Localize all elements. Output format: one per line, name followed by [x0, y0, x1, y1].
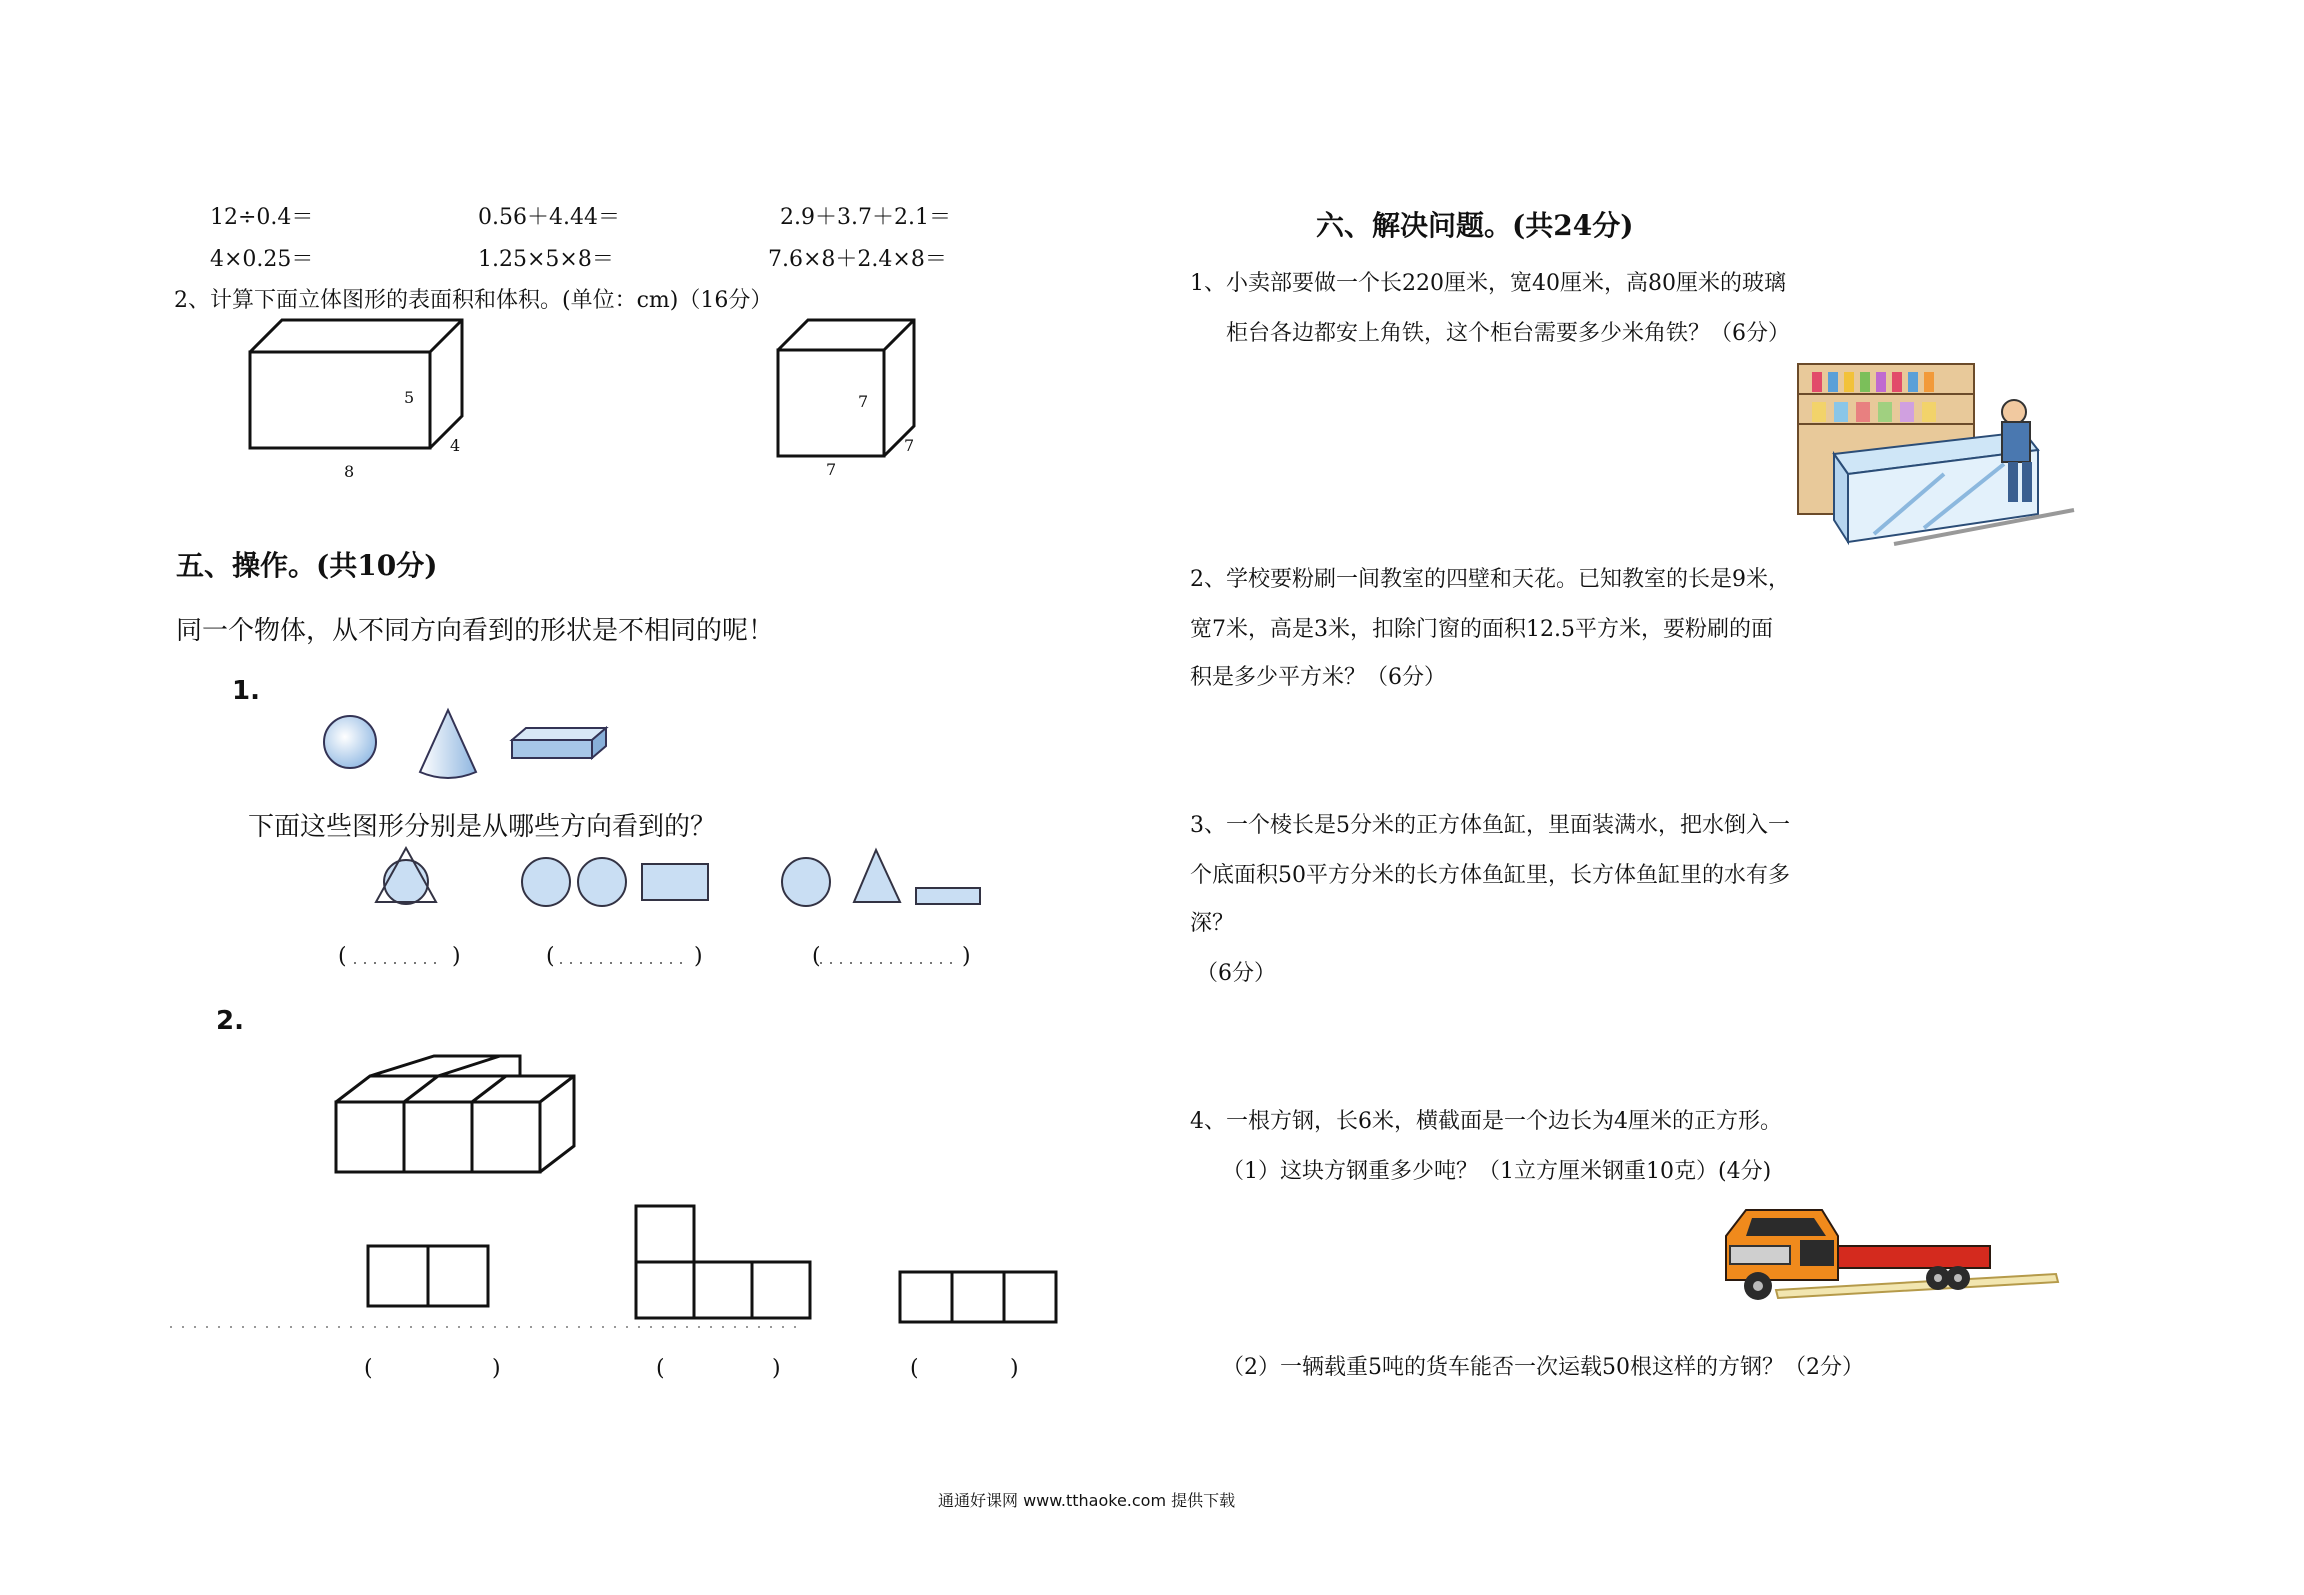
blank-close: )	[452, 944, 461, 969]
cube-length-label: 7	[826, 460, 837, 479]
blank-open: (	[656, 1356, 665, 1381]
dotted-line	[170, 1324, 810, 1330]
block-view-c	[900, 1272, 1056, 1322]
counter-illustration	[1794, 354, 2084, 550]
footer-text: 通通好课网 www.tthaoke.com 提供下载	[938, 1491, 1236, 1510]
truck-illustration	[1706, 1206, 2066, 1316]
cube-depth-label: 7	[904, 436, 915, 455]
problem-2-line: 积是多少平方米？（6分）	[1190, 665, 1446, 690]
solids-figure	[320, 706, 610, 786]
blank-close: )	[694, 944, 703, 969]
block-view-a	[368, 1246, 488, 1306]
calc-item: 2.9＋3.7＋2.1＝	[780, 205, 951, 230]
problem-1-line: 柜台各边都安上角铁，这个柜台需要多少米角铁？（6分）	[1226, 321, 1790, 346]
blank-close: )	[492, 1356, 501, 1381]
view-c-triangle	[854, 850, 900, 902]
view-c-rect	[916, 888, 980, 904]
blank-close: )	[772, 1356, 781, 1381]
part-2-label: 2.	[216, 1006, 244, 1036]
part-1-label: 1.	[232, 676, 260, 706]
problem-4-line: （1）这块方钢重多少吨？（1立方厘米钢重10克）(4分)	[1222, 1159, 1772, 1184]
problem-3-line: 个底面积50平方分米的长方体鱼缸里，长方体鱼缸里的水有多	[1190, 863, 1790, 888]
calc-item: 1.25×5×8＝	[478, 247, 614, 272]
cone-shape	[420, 710, 476, 778]
cuboid-height-label: 5	[404, 388, 415, 407]
views-figure	[370, 842, 1010, 908]
blank-open: (	[364, 1356, 373, 1381]
block-view-b	[636, 1206, 810, 1318]
cuboid-length-label: 8	[344, 462, 355, 481]
problem-3-line: 深？	[1190, 911, 1235, 936]
problem-2-line: 2、学校要粉刷一间教室的四壁和天花。已知教室的长是9米，	[1190, 567, 1790, 592]
question-2-text: 2、计算下面立体图形的表面积和体积。(单位：cm)（16分）	[174, 288, 773, 313]
view-a	[376, 848, 436, 904]
block-stack-figure	[330, 1060, 600, 1200]
blank-dots	[350, 960, 1000, 966]
cube-height-label: 7	[858, 392, 869, 411]
blank-close: )	[962, 944, 971, 969]
blank-open: (	[338, 944, 347, 969]
view-b-rect	[642, 864, 708, 900]
calc-item: 0.56＋4.44＝	[478, 205, 620, 230]
problem-1-line: 1、小卖部要做一个长220厘米，宽40厘米，高80厘米的玻璃	[1190, 271, 1786, 296]
blank-open: (	[812, 944, 821, 969]
blank-open: (	[546, 944, 555, 969]
blank-close: )	[1010, 1356, 1019, 1381]
calc-item: 4×0.25＝	[210, 247, 314, 272]
problem-3-line: （6分）	[1196, 961, 1276, 986]
problem-3-line: 3、一个棱长是5分米的正方体鱼缸，里面装满水，把水倒入一	[1190, 813, 1790, 838]
section-6-title: 六、解决问题。(共24分)	[1316, 209, 1634, 242]
cuboid-shape	[512, 728, 606, 758]
view-b-circle	[522, 858, 570, 906]
cuboid-depth-label: 4	[450, 436, 461, 455]
calc-item: 7.6×8＋2.4×8＝	[768, 247, 947, 272]
block-views-figure	[366, 1202, 1066, 1328]
problem-4-line: （2）一辆载重5吨的货车能否一次运载50根这样的方钢？（2分）	[1222, 1355, 1864, 1380]
part-1-question: 下面这些图形分别是从哪些方向看到的？	[248, 812, 717, 842]
view-c-circle	[782, 858, 830, 906]
blank-open: (	[910, 1356, 919, 1381]
cuboid-figure	[240, 312, 480, 472]
view-b-circle	[578, 858, 626, 906]
problem-2-line: 宽7米，高是3米，扣除门窗的面积12.5平方米，要粉刷的面	[1190, 617, 1773, 642]
calc-item: 12÷0.4＝	[210, 205, 314, 230]
problem-4-line: 4、一根方钢，长6米，横截面是一个边长为4厘米的正方形。	[1190, 1109, 1782, 1134]
section-5-title: 五、操作。(共10分)	[176, 549, 438, 582]
section-5-intro: 同一个物体，从不同方向看到的形状是不相同的呢！	[176, 616, 775, 646]
sphere-shape	[324, 716, 376, 768]
